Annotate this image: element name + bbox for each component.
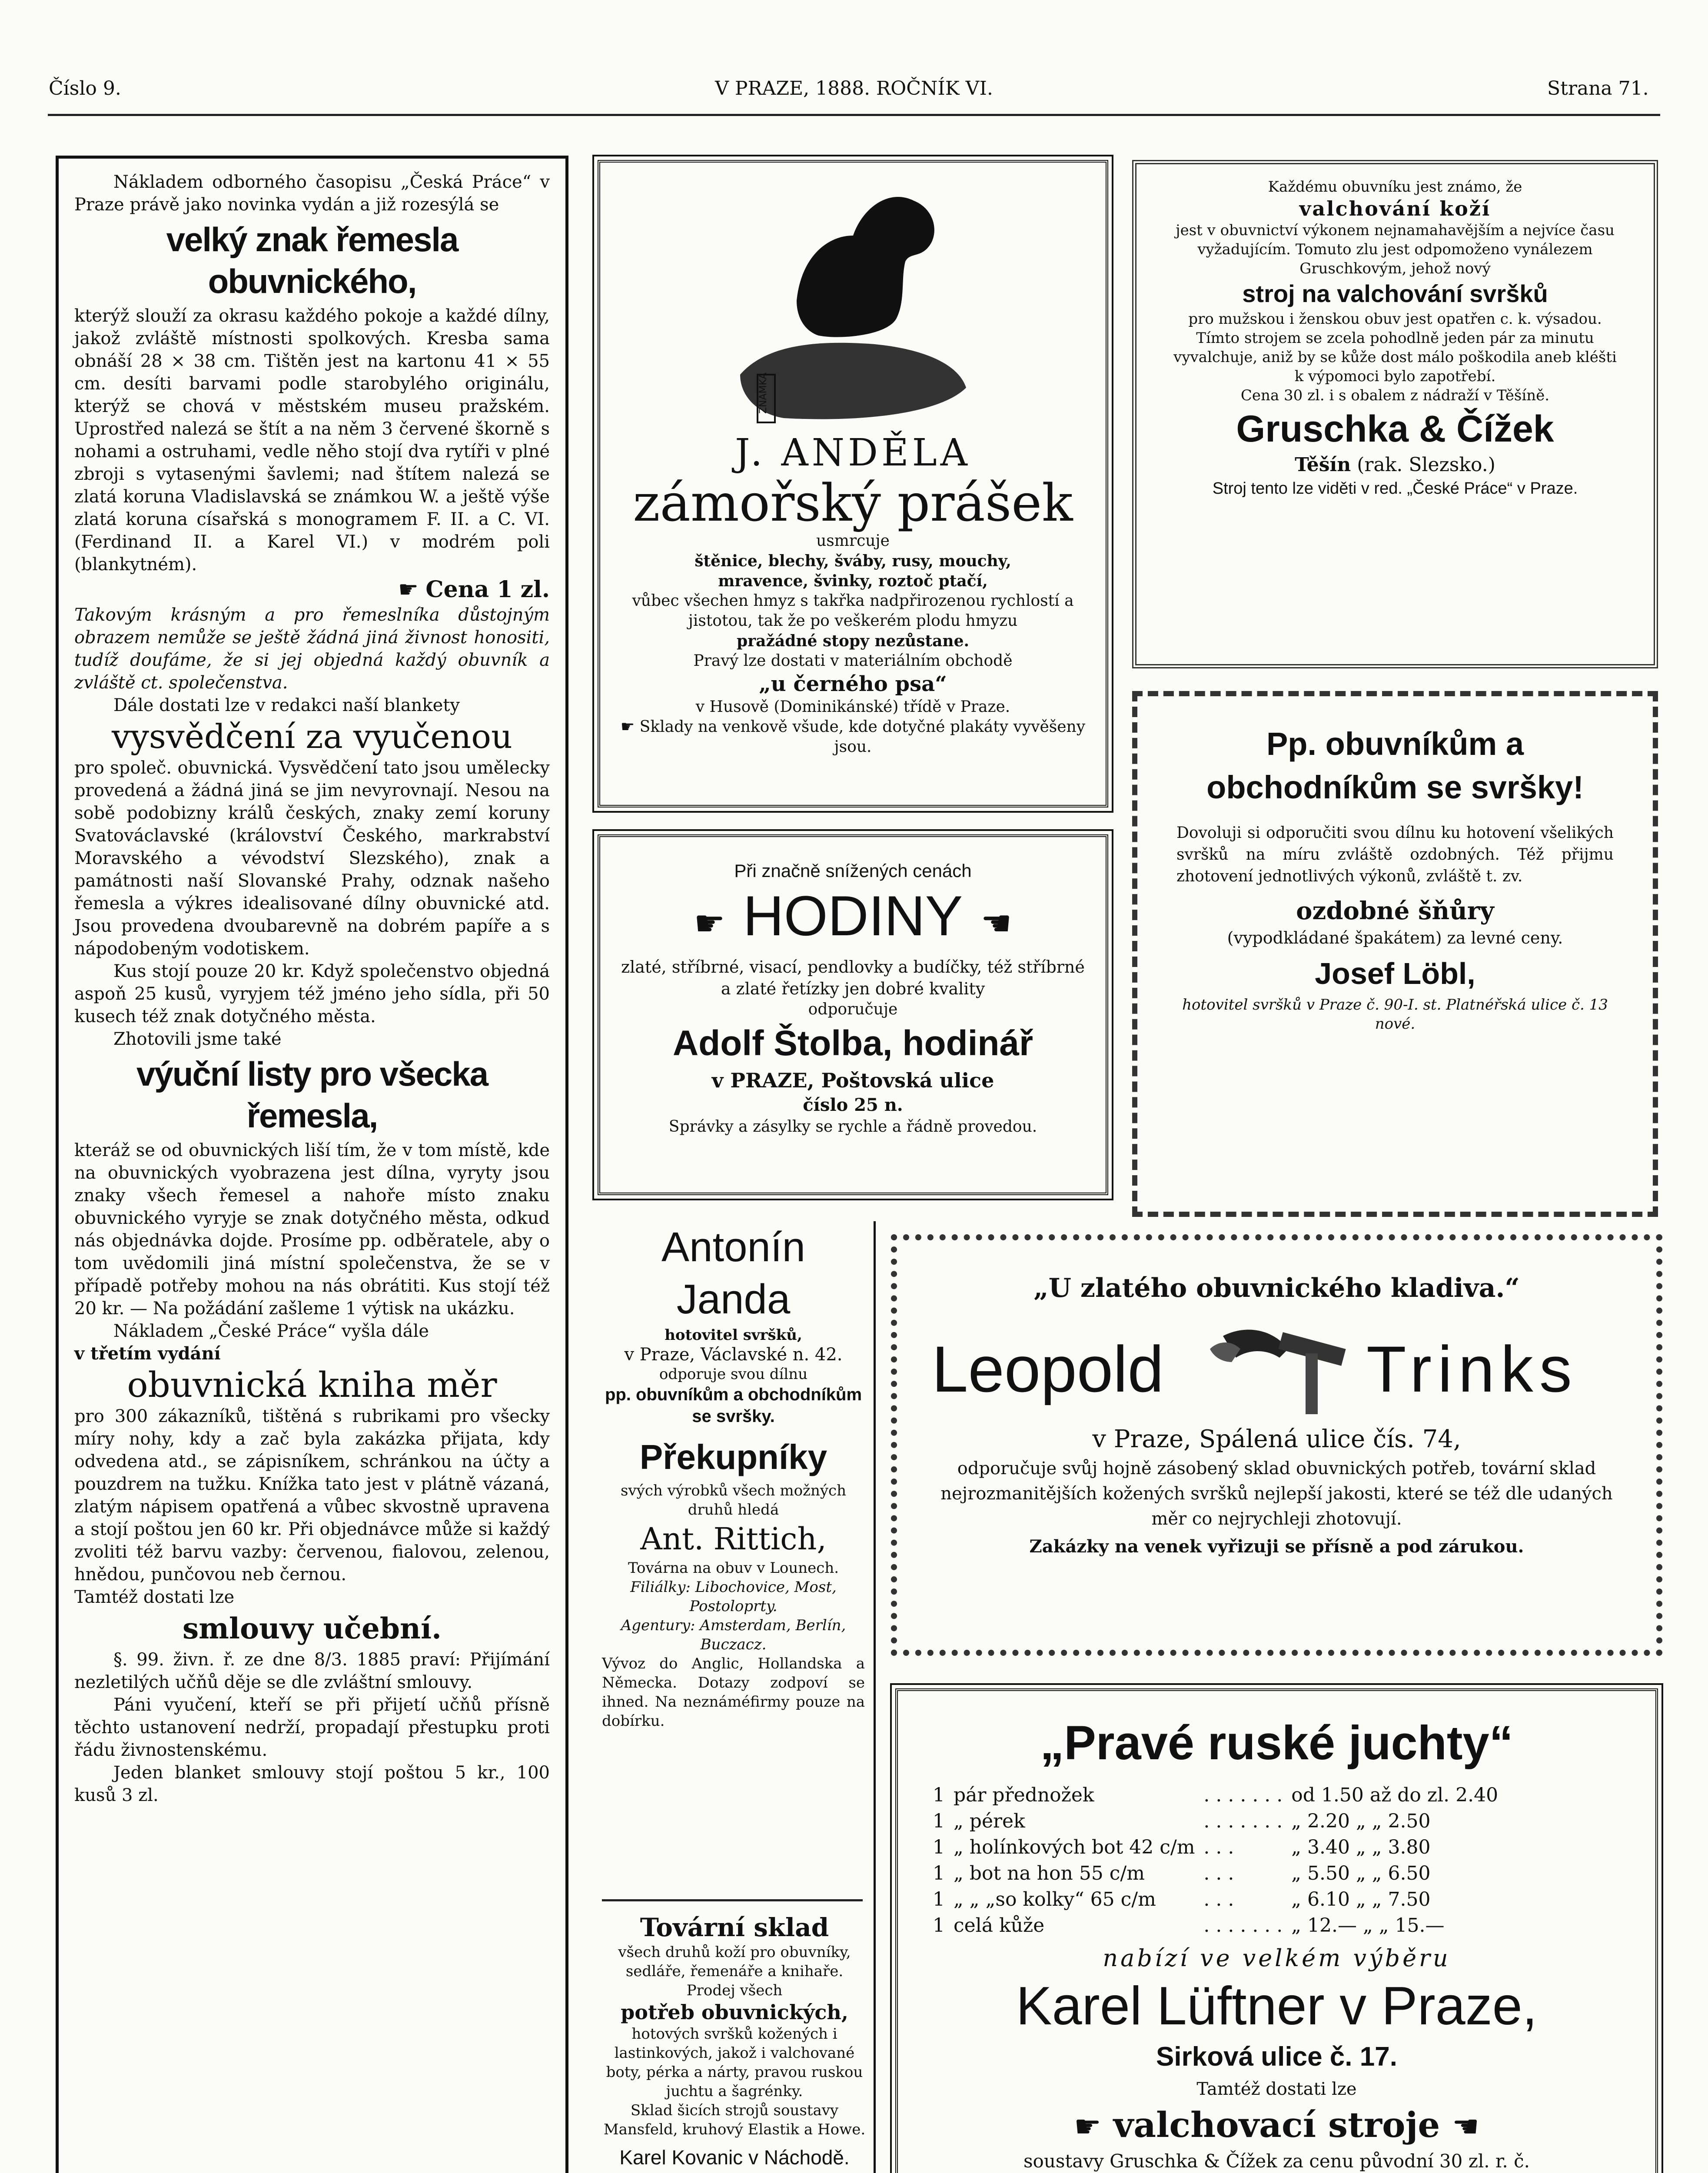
andela-pests2: mravence, švinky, roztoč ptačí, [718,572,988,590]
stolba-l4: odporučuje [808,1000,898,1018]
rittich-l9: Vývoz do Anglic, Hollandska a Německa. Dotazy zodpoví se ihned. Na neznáméfirmy pouze na dobírku. [602,1655,865,1730]
gruschka-town: Těšín (rak. Slezsko.) [1295,454,1495,476]
stolba-address: v PRAZE, Poštovská ulice [711,1069,994,1092]
rittich-l6: Továrna na obuv v Lounech. [628,1559,839,1577]
gruschka-firm: Gruschka & Čížek [1236,408,1554,450]
price-cell: „ pérek [954,1810,1025,1832]
trinks-ad [891,1234,1662,1656]
lobl-text: Dovoluji si odporučiti svou dílnu ku hotovení všelikých svršků na míru zvláště ozdobných. Též přijmu zhotovení jednotlivých výkonů, zvláště t. zv. [1176,824,1614,885]
price-cell: 1 [933,1784,945,1806]
lobl-headline: Pp. obuvníkům a obchodníkům se svršky! [1206,726,1584,805]
andela-line6: Pravý lze dostati v materiálním obchodě [693,652,1013,670]
price-cell: „ 2.20 „ „ 2.50 [1291,1810,1431,1832]
stolba-l3: zlaté, stříbrné, visací, pendlovky a budíčky, též stříbrné a zlaté řetízky jen dobré kvality [621,957,1085,998]
rittich-l7: Filiálky: Libochovice, Most, Postoloprty. [630,1578,837,1615]
price-cell: pár přednožek [954,1784,1094,1806]
janda-l3: odporuje svou dílnu [659,1366,808,1383]
promo-italic: Takovým krásným a pro řemeslníka důstojným obrazem nemůže se ještě žádná jiná živnost honositi, tudíž doufáme, že si jej objedná každý obuvník a zvláště ct. společenstva. [74,605,550,693]
andela-line1: usmrcuje [816,532,890,550]
trinks-l1: „U zlatého obuvnického kladiva.“ [1033,1273,1520,1303]
gruschka-l3: jest v obuvnictví výkonem nejnamahavějším a nejvíce času vyžadujícím. Tomuto zlu jest odpomoženo vynálezem Gruschkovým, jehož nový [1176,222,1615,277]
pointing-hand-icon: ☛ [620,718,635,736]
page-number-right: Strana 71. [1547,77,1649,100]
price-cell: 1 [933,1810,945,1832]
vysvedceni-price: Kus stojí pouze 20 kr. Když společenstvo objedná aspoň 25 kusů, vyryjem též jméno jeho sídla, při 50 kusech též znak dotyčného města. [74,961,550,1027]
luftner-ad [895,1688,1658,2173]
kovanic-l1: všech druhů koží pro obuvníky, sedláře, řemenáře a knihaře. [618,1944,851,1980]
pointing-hand-icon: ☛ [398,577,419,603]
price-cell: 1 [933,1862,945,1884]
andela-ad [598,160,1108,807]
price-cell: . . . . . . . [1203,1914,1283,1937]
price-cell: . . . . . . . [1203,1784,1283,1806]
luftner-l4: soustavy Gruschka & Čížek za cenu původní 30 zl. r. č. [1023,2150,1530,2172]
luftner-headline: „Pravé ruské juchty“ [1040,1716,1513,1770]
price-cell: „ bot na hon 55 c/m [954,1862,1145,1884]
kniha-intro: Nákladem „České Práce“ vyšla dále [113,1321,429,1341]
stolba-hodiny-row [618,883,1088,956]
kovanic-l2: Prodej všech [686,1982,783,1999]
gruschka-stroj: stroj na valchování svršků [1242,280,1548,307]
trinks-l4: Zakázky na venek vyřizuji se přísně a pod zárukou. [1029,1536,1524,1557]
price-cell: . . . [1203,1836,1234,1858]
price-cell: 1 [933,1836,945,1858]
andela-line5: pražádné stopy nezůstane. [736,632,970,650]
hammer-hand-icon [1206,1310,1349,1419]
lobl-address: hotovitel svršků v Praze č. 90-I. st. Platnéřská ulice č. 13 nové. [1182,996,1608,1033]
vysvedceni-description: pro společ. obuvnická. Vysvědčení tato jsou umělecky provedená a žádná jiná se jim nevyrovnají. Nesou na sobě podobizny králů českých, znaky zemí koruny Svatováclavské (království Českého, markrabství Moravského a vévodství Slezského), znak a památnosti naší Slovanské Prahy, odznak našeho řemesla a výkres idealisované dílny obuvnické atd. Jsou provedena dvoubarevně na dobrém papíře a s nápodobeným vodotiskem. [74,758,550,959]
price-cell: 1 [933,1914,945,1937]
pointing-hand-icon: ☛ [694,903,725,944]
intro-text: Nákladem odborného časopisu „Česká Práce“ v Praze právě jako novinka vydán a již rozesýlá se [74,172,550,215]
price-cell: celá kůže [954,1914,1045,1937]
luftner-address: Sirková ulice č. 17. [1156,2042,1397,2072]
price-cell: . . . . . . . [1203,1810,1283,1832]
janda-name: Antonín Janda [661,1224,805,1322]
kovanic-l4: hotových svršků kožených i lastinkových, jakož i valchované boty, pérka a nárty, pravou ruskou juchtu a šagrénky. [606,2025,863,2100]
andela-product: zámořský prášek [633,473,1073,533]
gruschka-l9: Stroj tento lze viděti v red. „České Práce“ v Praze. [1212,479,1578,498]
andela-pests1: štěnice, blechy, šváby, rusy, mouchy, [694,552,1011,570]
kovanic-l3: potřeb obuvnických, [621,2000,848,2024]
price-row [928,1834,1502,1861]
price-cell: . . . [1203,1888,1234,1911]
smlouvy-intro: Tamtéž dostati lze [74,1587,235,1607]
headline-vysvedceni: vysvědčení za vyučenou [112,717,512,756]
kniha-edition: v třetím vydání [74,1343,221,1364]
kovanic-headline: Tovární sklad [640,1913,829,1942]
price-cell: „ 3.40 „ „ 3.80 [1291,1836,1431,1858]
stolba-l8: Správky a zásylky se rychle a řádně provedou. [668,1118,1037,1136]
headline-vyucni-listy: výuční listy pro všecka řemesla, [136,1055,488,1135]
price-row [928,1808,1502,1834]
price-row [928,1887,1502,1913]
header-rule [48,114,1660,116]
stolba-hodiny: HODINY [743,884,963,947]
smlouvy-law: §. 99. živn. ř. ze dne 8/3. 1885 praví: Přijímání nezletilých učňů děje se dle zvláštní smlouvy. [74,1650,550,1692]
gruschka-l5: pro mužskou i ženskou obuv jest opatřen c. k. výsadou. Tímto strojem se zcela pohodlně jeden pár za minutu vyvalchuje, aniž by se kůže dost málo poškodila aneb kléšti k výpomoci bylo zapotřebí. [1173,310,1617,385]
andela-store: „u černého psa“ [759,672,947,696]
trinks-last: Trinks [1366,1332,1578,1405]
pointing-hand-icon: ☛ [1074,2109,1101,2144]
smlouvy-price: Jeden blanket smlouvy stojí poštou 5 kr., 100 kusů 3 zl. [74,1763,550,1805]
blanket-intro: Dále dostati lze v redakci naší blankety [113,695,460,715]
vyucni-intro: Zhotovili jsme také [113,1029,282,1049]
gruschka-l2: valchování koží [1299,197,1491,220]
price-cell: „ „ „so kolky“ 65 c/m [954,1888,1156,1911]
price-row [928,1782,1502,1808]
trinks-l3: odporučuje svůj hojně zásobený sklad obuvnických potřeb, tovární sklad nejrozmanitějších kožených svršků nejlepší jakosti, které se též dle udaných měr co nejrychleji zhotovují. [940,1459,1613,1529]
rittich-name: Ant. Rittich, [640,1521,827,1557]
rittich-l8: Agentury: Amsterdam, Berlín, Buczacz. [621,1617,846,1653]
trinks-first: Leopold [932,1332,1164,1405]
price-cell: „ 6.10 „ „ 7.50 [1291,1888,1431,1911]
svg-text:ZNÁMKA: ZNÁMKA [758,372,769,414]
price-cell: 1 [933,1888,945,1911]
price-line: ☛ Cena 1 zl. [398,576,550,603]
headline-znak: velký znak řemesla obuvnického, [166,220,458,300]
andela-address: v Husově (Dominikánské) třídě v Praze. [695,698,1010,716]
luftner-stroje: valchovací stroje [1113,2104,1440,2145]
trinks-address: v Praze, Spálená ulice čís. 74, [1092,1425,1461,1453]
gruschka-ad [1132,160,1658,668]
smlouvy-warning: Páni vyučení, kteří se při přijetí učňů přísně těchto ustanovení nedrží, propadají přestupku proti řádu živnostenskému. [74,1695,550,1760]
lobl-name: Josef Löbl, [1315,957,1475,990]
headline-kniha-mer: obuvnická kniha měr [127,1365,497,1405]
andela-line9: ☛ Sklady na venkově všude, kde dotyčné plakáty vyvěšeny jsou. [620,718,1086,756]
price-table [928,1782,1502,1939]
price-cell: „ 12.— „ „ 15.— [1291,1914,1445,1937]
luftner-l2: Tamtéž dostati lze [1196,2079,1357,2099]
znak-description: kterýž slouží za okrasu každého pokoje a každé dílny, jakož zvláště místnosti spolkových. Kresba sama obnáší 28 × 38 cm. Tištěn jest na kartonu 41 × 55 cm. desíti barvami podle starobylého originálu, kterýž se chová v městském museu pražském. Uprostřed nalezá se štít a na něm 3 červené škorně s nohami a ostruhami, vedle něho stojí dva rytíři v plné zbroji s vytasenými šavlemi; nad štítem nalezá se zlatá koruna Vladislavská se známkou W. a ještě výše zlatá koruna císařská s monogramem F. II. a C. VI. (Ferdinand II. a Karel VI.) v modrém poli (blankytném). [74,306,550,575]
trinks-name-row [927,1306,1626,1423]
masthead: V PRAZE, 1888. ROČNÍK VI. [715,77,993,100]
janda-l2: v Praze, Václavské n. 42. [624,1345,843,1365]
janda-column [598,1221,876,2173]
price-cell: od 1.50 až do zl. 2.40 [1291,1784,1499,1806]
rittich-l5: svých výrobků všech možných druhů hledá [620,1482,846,1518]
lobl-ad [1132,691,1658,1217]
left-column-box [56,156,568,2173]
price-row [928,1861,1502,1887]
kniha-description: pro 300 zákazníků, tištěná s rubrikami pro všecky míry nohy, kdy a zač byla zakázka přijata, kdy odvedena atd., se zápisníkem, schránkou na účty a pouzdrem na tužku. Knížka tato jest v plátně vázaná, zlatým nápisem opatřená a vůbec skvostně upravena a stojí poštou jen 60 kr. Při objednávce může si každý zvoliti též barvu vazby: červenou, fialovou, zelenou, hnědou, punčovou neb černou. [74,1406,550,1585]
stolba-name: Adolf Štolba, hodinář [672,1023,1033,1063]
price-cell: „ 5.50 „ „ 6.50 [1291,1862,1431,1884]
stolba-ad [598,834,1108,1195]
lobl-text2: (vypodkládané špakátem) za levné ceny. [1227,928,1563,947]
kovanic-name: Karel Kovanic v Náchodě. [619,2146,850,2169]
headline-smlouvy: smlouvy učební. [182,1611,442,1645]
gruschka-l1: Každému obuvníku jest známo, že [1268,178,1522,196]
janda-l1: hotovitel svršků, [665,1326,802,1344]
price-cell: . . . [1203,1862,1234,1884]
price-cell: „ holínkových bot 42 c/m [954,1836,1195,1858]
gruschka-price: Cena 30 zl. i s obalem z nádraží v Těšíně. [1240,387,1550,404]
luftner-l1: nabízí ve velkém výběru [1103,1944,1451,1972]
janda-l4: pp. obuvníkům a obchodníkům se svršky. [605,1385,862,1426]
dog-on-rock-illustration [731,170,975,431]
stolba-number: číslo 25 n. [803,1095,903,1115]
rittich-headline: Překupníky [639,1438,827,1476]
vyucni-description: kteráž se od obuvnických liší tím, že v tom místě, kde na obuvnických vyobrazena jest dílna, vyryty jsou znaky všech řemesel a nahoře místo znaku obuvnického vyryje se znak dotyčného města, odkud nás objednávka dojde. Prosíme pp. odběratele, aby o tom uvědomili jiná místní společenstva, že se v případě potřeby mohou na nás obrátiti. Kus stojí též 20 kr. — Na požádání zašleme 1 výtisk na ukázku. [74,1140,550,1319]
luftner-stroje-row [924,2103,1629,2148]
andela-name: J. ANDĚLA [735,431,971,475]
andela-line4: vůbec všechen hmyz s takřka nadpřirozenou rychlostí a jistotou, tak že po veškerém plodu hmyzu [632,592,1074,630]
price-row [928,1913,1502,1939]
pointing-hand-left-icon: ☚ [980,903,1012,944]
lobl-sňůry: ozdobné šňůry [1296,897,1494,925]
luftner-name: Karel Lüftner v Praze, [1016,1976,1538,2036]
pointing-hand-left-icon: ☚ [1452,2109,1479,2144]
divider [602,1899,863,1901]
kovanic-l5: Sklad šicích strojů soustavy Mansfeld, kruhový Elastik a Howe. [603,2102,866,2138]
stolba-l1: Při značně snížených cenách [734,861,972,881]
page-number-left: Číslo 9. [49,77,121,100]
